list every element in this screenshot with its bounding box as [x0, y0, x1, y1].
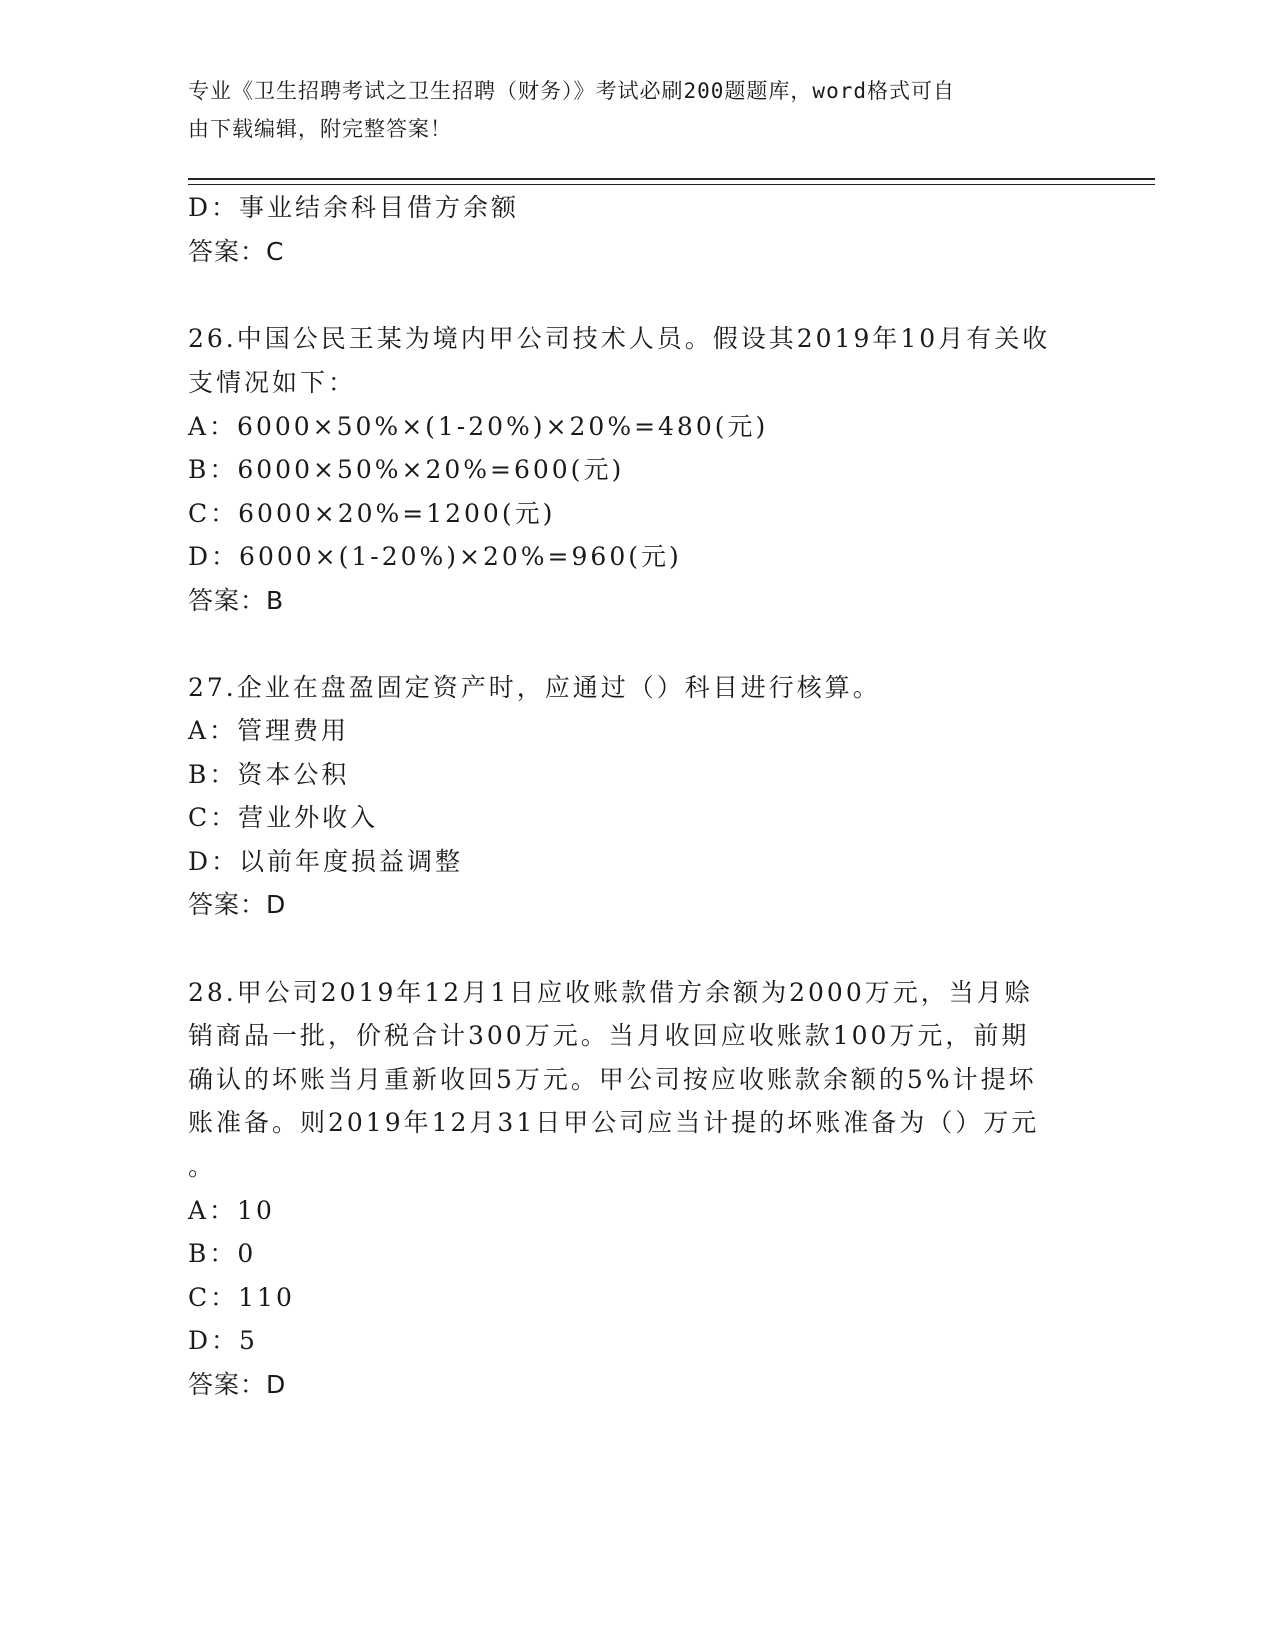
q28-stem-line-5: 。 — [188, 1152, 214, 1181]
header-divider-thick — [188, 178, 1155, 180]
q28-option-a: A：10 — [188, 1196, 275, 1225]
q26-answer: 答案：B — [188, 586, 285, 615]
q28-option-d: D：5 — [188, 1326, 258, 1355]
q28-option-c: C：110 — [188, 1283, 295, 1312]
q26-option-d: D：6000×(1-20%)×20%=960(元) — [188, 542, 682, 571]
q27-option-b: B：资本公积 — [188, 760, 350, 789]
q25-option-d: D：事业结余科目借方余额 — [188, 193, 520, 222]
q27-option-a: A：管理费用 — [188, 716, 350, 745]
q25-answer: 答案：C — [188, 237, 285, 266]
q26-option-c: C：6000×20%=1200(元) — [188, 499, 556, 528]
header-line-1: 专业《卫生招聘考试之卫生招聘（财务）》考试必刷200题题库，word格式可自 — [188, 79, 955, 103]
header-line-2: 由下载编辑，附完整答案！ — [188, 117, 452, 141]
q26-stem-line-1: 26.中国公民王某为境内甲公司技术人员。假设其2019年10月有关收 — [188, 324, 1051, 353]
q26-option-a: A：6000×50%×(1-20%)×20%=480(元) — [188, 412, 769, 441]
q27-answer: 答案：D — [188, 890, 287, 919]
q28-option-b: B：0 — [188, 1239, 257, 1268]
header-divider-thin — [188, 184, 1155, 185]
q28-answer: 答案：D — [188, 1370, 287, 1399]
q27-stem-line-1: 27.企业在盘盈固定资产时，应通过（）科目进行核算。 — [188, 673, 881, 702]
q28-stem-line-4: 账准备。则2019年12月31日甲公司应当计提的坏账准备为（）万元 — [188, 1108, 1040, 1137]
q26-stem-line-2: 支情况如下： — [188, 368, 357, 397]
document-header — [188, 72, 1068, 148]
q28-stem-line-3: 确认的坏账当月重新收回5万元。甲公司按应收账款余额的5%计提坏 — [188, 1065, 1037, 1094]
q26-option-b: B：6000×50%×20%=600(元) — [188, 455, 625, 484]
q28-stem-line-1: 28.甲公司2019年12月1日应收账款借方余额为2000万元，当月赊 — [188, 978, 1033, 1007]
q27-option-c: C：营业外收入 — [188, 803, 379, 832]
q27-option-d: D：以前年度损益调整 — [188, 847, 464, 876]
q28-stem-line-2: 销商品一批，价税合计300万元。当月收回应收账款100万元，前期 — [188, 1021, 1030, 1050]
